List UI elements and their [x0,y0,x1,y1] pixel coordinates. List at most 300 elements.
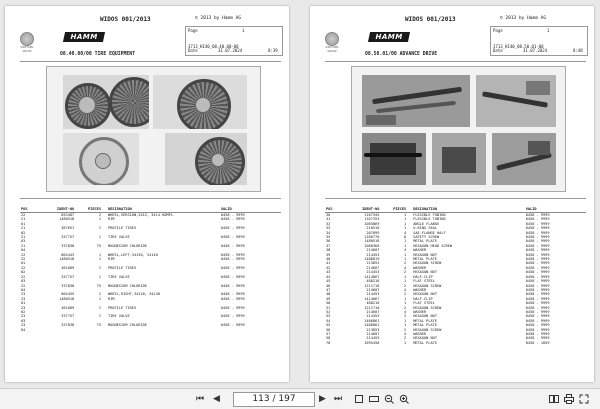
pos-cell: 23 [21,323,26,328]
designation-cell: HEXAGON NUT [413,252,437,257]
ident-cell: 214607 [366,331,380,336]
col-header-pos: POS [20,205,40,213]
designation-cell [107,328,220,332]
pos-cell: 70 [326,340,331,345]
last-page-icon[interactable]: ⏭ [334,394,343,404]
valid-cell: 0458 - 9999 [220,257,245,262]
pieces-cell: 1 [404,257,407,262]
valid-cell: 0458 - 9999 [525,283,550,288]
fullscreen-icon[interactable] [579,394,589,404]
logo-caption: WIRTGEN GROUP [20,45,34,53]
designation-cell: METAL PLATE [413,340,437,345]
pos-cell: 03 [21,279,26,284]
pos-cell: 02 [21,309,26,314]
col-header-designation: DESIGNATION [107,205,220,213]
pieces-cell [78,328,107,332]
pos-cell: 23 [21,296,26,301]
valid-cell: 0458 - 9999 [525,270,550,275]
designation-cell: METAL PLATE [413,239,437,244]
pieces-cell: 1 [98,265,101,270]
ident-cell: 361089 [61,305,75,310]
logo-caption: WIRTGEN GROUP [325,45,339,53]
ident-cell [40,328,79,332]
valid-cell: 0458 - 9999 [525,279,550,284]
pieces-cell: 1 [404,274,407,279]
date-label: Date [188,48,198,53]
page-label: Page [188,28,198,33]
valid-cell: 0458 - 9999 [525,213,550,217]
valid-cell: 0458 - 9999 [525,230,550,235]
pos-cell: 22 [21,252,26,257]
designation-cell: PROFILE TIRES [107,305,137,310]
pieces-cell: 1 [98,252,101,257]
drive-photo-3 [362,133,426,185]
valid-cell: 0458 - 9999 [525,323,550,328]
ident-cell: 337838 [61,283,75,288]
ident-cell: 1166776 [364,235,380,240]
col-header-pieces: PIECES [78,205,107,213]
designation-cell: WHEEL,LEFT,34130, 34140 [107,252,158,257]
tire-illustration [46,66,261,192]
meta-box [185,26,283,56]
pos-cell: 22 [21,274,26,279]
pieces-cell: 1 [98,314,101,319]
tire-photo-2 [153,75,247,129]
viewer-toolbar [0,388,600,409]
previous-page-icon[interactable]: ◀ [213,394,220,404]
designation-cell: MAGNESIUM CHLORIDE [107,283,147,288]
pieces-cell: 4 [404,287,407,292]
divider [325,61,586,62]
designation-cell: FLEXIBLE TUBING [413,213,446,217]
pos-cell: 55 [326,323,331,328]
pos-cell: 52 [326,309,331,314]
designation-cell: TIRE VALVE [107,274,130,279]
pieces-cell: 1 [98,257,101,262]
valid-cell: 0458 - 9999 [525,296,550,301]
valid-cell: 0458 - 9999 [220,296,245,301]
ident-cell: 1480518 [59,296,75,301]
ident-cell: 853487 [61,213,75,217]
pos-cell: 40 [326,257,331,262]
valid-cell: 0458 - 9999 [525,301,550,306]
pos-cell: 30 [326,213,331,217]
valid-cell: 0458 - 9999 [220,314,245,319]
page-indicator[interactable] [233,392,315,407]
pos-cell: 22 [21,257,26,262]
divider [20,61,281,62]
pos-cell: 56 [326,327,331,332]
divider [20,198,281,199]
designation-cell: HEXAGON NUT [413,292,437,297]
ident-cell: 1486861 [364,318,380,323]
drive-photo-2 [476,75,556,127]
valid-cell: 0458 - 9999 [525,257,550,262]
total-pages: 197 [278,394,296,404]
ident-cell: 864443 [61,252,75,257]
pieces-cell: 2 [98,292,101,297]
ident-cell: 287099 [366,230,380,235]
ident-cell: 214607 [366,309,380,314]
ident-cell: 488216 [366,301,380,306]
pieces-cell: 1 [404,221,407,226]
pos-cell: 42 [326,265,331,270]
valid-cell: 0458 - 9999 [525,243,550,248]
hamm-logo: HAMM [63,32,105,42]
pos-cell: 51 [326,305,331,310]
table-header-row [20,205,281,213]
pieces-cell: 4 [404,265,407,270]
ident-cell: 337838 [61,243,75,248]
valid-cell: 0458 - 9999 [220,217,245,222]
ident-cell: 1167353 [364,217,380,222]
valid-cell: 0458 - 9999 [220,252,245,257]
ident-cell: 214453 [366,292,380,297]
pos-cell: 04 [21,248,26,253]
pos-cell: 41 [326,261,331,266]
pieces-cell: 2 [404,336,407,341]
divider [325,198,586,199]
pieces-cell: 2 [404,314,407,319]
ident-cell: 1211710 [364,283,380,288]
designation-cell: HEXAGON SCREW [413,305,442,310]
designation-cell: TIRE VALVE [107,235,130,240]
first-page-icon[interactable]: ⏮ [196,394,205,404]
drive-photo-1 [362,75,470,127]
valid-cell: 0458 - 9999 [220,292,245,297]
page-body [20,14,281,376]
valid-cell: 0458 - 9999 [220,305,245,310]
ident-cell: 864455 [61,292,75,297]
zoom-in-icon[interactable] [399,394,409,404]
meta-box [490,26,588,56]
ident-cell: 337757 [61,235,75,240]
page-value: 1 [242,28,245,33]
pieces-cell: 1 [404,279,407,284]
pos-cell: 03 [21,239,26,244]
pos-cell: 39 [326,252,331,257]
pieces-cell: 1 [404,239,407,244]
designation-cell: WASHER [413,248,427,253]
pieces-cell: 2 [404,283,407,288]
designation-cell: FLAT STEEL [413,279,435,284]
pos-cell: 53 [326,314,331,319]
page-header [325,14,586,60]
valid-cell: 0458 - 9999 [525,314,550,319]
designation-cell: METAL PLATE [413,257,437,262]
valid-cell: 0458 - 9999 [525,331,550,336]
col-header-valid: VALID [525,205,586,213]
designation-cell: WHEEL,RIGHT,34120, 34140 [107,292,160,297]
pieces-cell: 75 [96,243,101,248]
valid-cell: 0458 - 9999 [220,213,245,217]
ident-cell: 337838 [61,323,75,328]
designation-cell: WASHER [413,331,427,336]
col-header-pieces: PIECES [383,205,412,213]
valid-cell: 0458 - 9999 [525,336,550,341]
pos-cell: 57 [326,331,331,336]
date-label: Date [493,48,503,53]
ident-cell: 1414667 [364,274,380,279]
pos-cell: 22 [21,283,26,288]
time-value: 8:48 [573,48,583,53]
wirtgen-logo-icon [20,32,34,46]
group-title: 08.40.00/00 TIRE EQUIPMENT [60,52,136,57]
pieces-cell: 4 [404,309,407,314]
fit-width-icon[interactable] [369,394,379,404]
designation-cell: HALF-CLIP [413,296,433,301]
advance-drive-illustration [351,66,566,192]
valid-cell: 0458 - 9999 [220,265,245,270]
designation-cell: FLEXIBLE TUBING [413,217,446,222]
valid-cell: 0458 - 9999 [525,248,550,253]
designation-cell: WASHER [413,309,427,314]
drive-photo-5 [492,133,556,185]
pos-cell: 43 [326,270,331,275]
ident-cell: 337757 [61,274,75,279]
col-header-pos: POS [325,205,345,213]
page-value: 1 [547,28,550,33]
col-header-ident: IDENT-NO [345,205,384,213]
valid-cell: 0458 - 9999 [220,274,245,279]
valid-cell: 0458 - 9999 [525,327,550,332]
table-row [20,328,281,332]
valid-cell [220,328,281,332]
pos-cell: 21 [21,226,26,231]
pos-cell: 38 [326,248,331,253]
date-value: 31.07.2024 [218,48,243,53]
ident-cell: 1167345 [364,213,380,217]
designation-cell: PROFILE TIRES [107,265,137,270]
valid-cell: 0458 - 9999 [220,283,245,288]
designation-cell: MAGNESIUM CHLORIDE [107,243,147,248]
page-body [325,14,586,376]
designation-cell: HEXAGON SCREW [413,327,442,332]
designation-cell: WASHER [413,287,427,292]
parts-table [325,205,586,345]
valid-cell: 0458 - 9999 [525,309,550,314]
pieces-cell: 1 [404,296,407,301]
ident-cell: 1486861 [364,323,380,328]
ident-cell: 214453 [366,252,380,257]
pieces-cell: 8 [404,235,407,240]
pieces-cell: 1 [98,274,101,279]
designation-cell: HEXAGON HEAD SCREW [413,243,453,248]
ident-cell: 1486819 [364,257,380,262]
ident-cell: 218516 [366,226,380,231]
pieces-cell: 1 [98,235,101,240]
ident-cell: 213853 [366,261,380,266]
pos-cell: 23 [21,314,26,319]
designation-cell: WASHER [413,265,427,270]
ident-cell: 387651 [61,226,75,231]
col-header-designation: DESIGNATION [412,205,525,213]
valid-cell: 0458 - 9999 [525,287,550,292]
table-header-row [325,205,586,213]
fit-page-icon[interactable] [354,394,364,404]
valid-cell: 0458 - 9999 [525,261,550,266]
tire-photo-3 [63,133,139,185]
pieces-cell: 1 [404,301,407,306]
pieces-cell: 1 [404,243,407,248]
pos-cell: 21 [21,243,26,248]
layout-icon[interactable] [549,394,559,404]
hamm-logo: HAMM [368,32,410,42]
copyright: © 2013 by Hamm AG [500,16,547,21]
wirtgen-logo-icon [325,32,339,46]
copyright: © 2013 by Hamm AG [195,16,242,21]
doc-id: 3713_HI40_08.50.01-00 [493,44,544,49]
pieces-cell: 75 [96,323,101,328]
designation-cell: HEXAGON SCREW [413,283,442,288]
tire-photo-4 [165,133,247,185]
designation-cell: PROFILE TIRES [107,226,137,231]
pos-cell: 22 [21,213,26,217]
pos-cell: 35 [326,235,331,240]
ident-cell: 337757 [61,314,75,319]
designation-cell: HEXAGON NUT [413,314,437,319]
designation-cell: METAL PLATE [413,323,437,328]
pos-cell: 03 [21,318,26,323]
pieces-cell: 4 [404,248,407,253]
designation-cell: ANGLE FLANGE [413,221,440,226]
pos-cell: 21 [21,235,26,240]
valid-cell: 0458 - 9999 [525,305,550,310]
pos-cell: 46 [326,283,331,288]
pos-cell: 22 [21,265,26,270]
pos-cell: 23 [21,305,26,310]
zoom-out-icon[interactable] [384,394,394,404]
valid-cell: 0458 - 9999 [525,265,550,270]
designation-cell: RIM [107,217,115,222]
pieces-cell: 2 [404,327,407,332]
designation-cell: TIRE VALVE [107,314,130,319]
table-body [20,213,281,332]
pieces-cell: 1 [98,296,101,301]
document-title: WIDOS 001/2013 [405,16,456,23]
designation-cell: SAE-FLANGE HALF [413,230,446,235]
parts-table [20,205,281,332]
ident-cell: 1695458 [364,340,380,345]
ident-cell: 1480518 [59,257,75,262]
page-header [20,14,281,60]
pos-cell: 21 [21,217,26,222]
designation-cell: HALF-CLIP [413,274,433,279]
ident-cell: 214453 [366,314,380,319]
page-left [5,6,289,382]
pos-cell: 44 [326,274,331,279]
designation-cell: MAGNESIUM CHLORIDE [107,323,147,328]
ident-cell: 214607 [366,287,380,292]
pos-cell: 37 [326,243,331,248]
pieces-cell: 1 [404,217,407,222]
tire-photo-1 [63,75,149,129]
valid-cell: 0458 - 9999 [525,217,550,222]
pieces-cell: 2 [404,270,407,275]
pos-cell: 58 [326,336,331,341]
ident-cell: 213853 [366,327,380,332]
pos-cell: 54 [326,318,331,323]
col-header-valid: VALID [220,205,281,213]
pos-cell: 47 [326,287,331,292]
table-body [325,213,586,346]
designation-cell: METAL PLATE [413,318,437,323]
pieces-cell: 1 [404,318,407,323]
pos-cell: 49 [326,296,331,301]
col-header-ident: IDENT-NO [40,205,79,213]
ident-cell: 361089 [61,265,75,270]
designation-cell: HEXAGON NUT [413,336,437,341]
valid-cell: 0458 - 9999 [525,292,550,297]
valid-cell: 0458 - 1859 [525,340,550,345]
pieces-cell: 1 [404,213,407,217]
valid-cell: 0458 - 9999 [525,252,550,257]
pieces-cell: 1 [404,252,407,257]
valid-cell: 0458 - 9999 [525,318,550,323]
page-separator: / [272,394,279,404]
ident-cell: 488216 [366,279,380,284]
pieces-cell: 1 [98,226,101,231]
pos-cell: 04 [21,287,26,292]
designation-cell: RIM [107,296,115,301]
ident-cell: 1480518 [59,217,75,222]
designation-cell: FLAT STEEL [413,301,435,306]
pos-cell: 33 [326,226,331,231]
print-icon[interactable] [564,394,574,404]
valid-cell: 0458 - 9999 [220,235,245,240]
document-title: WIDOS 001/2013 [100,16,151,23]
valid-cell: 0458 - 9999 [220,323,245,328]
designation-cell: SAFETY SCREW [413,235,440,240]
drive-photo-4 [432,133,486,185]
doc-id: 3713_HI40_08.40.00-00 [188,44,239,49]
valid-cell: 0458 - 9999 [525,239,550,244]
pos-cell: 02 [21,270,26,275]
designation-cell: HEXAGON SCREW [413,261,442,266]
pieces-cell: 2 [98,213,101,217]
ident-cell: 214607 [366,248,380,253]
pos-cell: 48 [326,292,331,297]
valid-cell: 0458 - 9999 [525,226,550,231]
ident-cell: 1211710 [364,305,380,310]
designation-cell: WHEEL,VERSION,3412, 3414 KOMPL. [107,213,176,217]
pos-cell: 01 [21,301,26,306]
page-label: Page [493,28,503,33]
pos-cell: 02 [21,230,26,235]
ident-cell: 1080360 [364,243,380,248]
designation-cell: O-RING SEAL [413,226,437,231]
pieces-cell: 1 [404,340,407,345]
date-value: 31.07.2024 [523,48,548,53]
valid-cell: 0458 - 9999 [220,226,245,231]
pos-cell: 04 [21,327,26,332]
ident-cell: 1085869 [364,221,380,226]
pos-cell: 32 [326,221,331,226]
pieces-cell: 1 [98,217,101,222]
current-page[interactable]: 113 [252,394,270,404]
valid-cell: 0458 - 9999 [525,235,550,240]
next-page-icon[interactable]: ▶ [319,394,326,404]
group-title: 08.50.01/00 ADVANCE DRIVE [365,52,438,57]
time-value: 8:39 [268,48,278,53]
pos-cell: 01 [21,261,26,266]
pos-cell: 50 [326,301,331,306]
ident-cell: 1414667 [364,296,380,301]
table-row [325,341,586,345]
pieces-cell: 4 [404,230,407,235]
valid-cell: 0458 - 9999 [525,274,550,279]
pieces-cell: 1 [404,323,407,328]
